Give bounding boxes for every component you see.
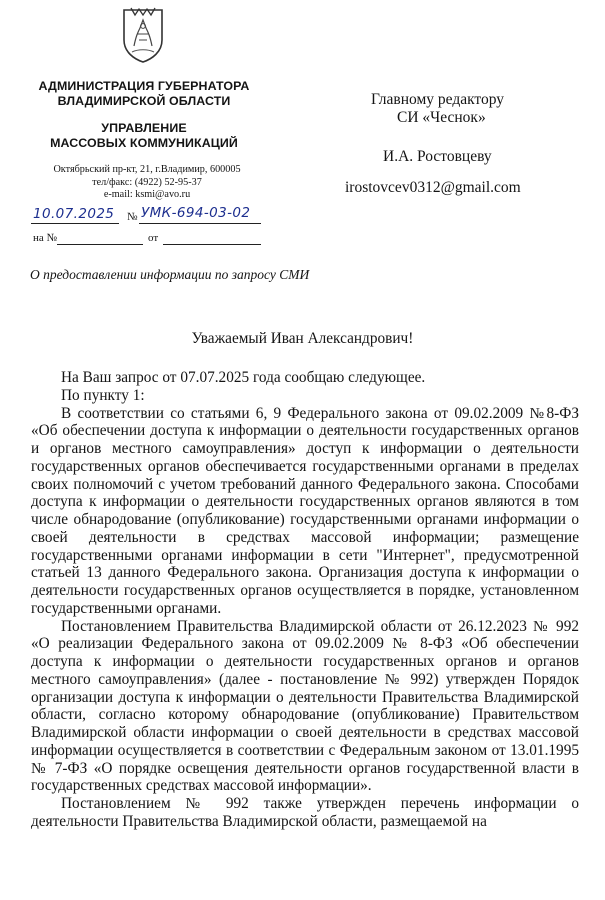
body-paragraph-1: На Ваш запрос от 07.07.2025 года сообщаю следующее. bbox=[61, 369, 426, 386]
body-paragraph-3: В соответствии со статьями 6, 9 Федерального закона от 09.02.2009 №8-ФЗ «Об обеспечении доступа к информации о деятельности государственных органов и органов местного самоуправления» доступ к информации о деятельности государственных органов обеспечивается государственными органами в пределах своих полномочий с учетом требований данного Федерального закона. Способами доступа к информации о деятельности государственных органов являются в том числе обнародование (опубликование) государственными органами информации о своей деятельности в средствах массовой информации; размещение государственными органами информации в сети "Интернет", предусмотренной статьей 13 данного Федерального закона. Организация доступа к информации о деятельности государственных органов осуществляется в порядке, установленном государственными органами. bbox=[31, 404, 579, 617]
letter-body bbox=[31, 369, 579, 831]
recipient-email: irostovcev0312@gmail.com bbox=[345, 179, 521, 196]
coat-of-arms-icon bbox=[120, 6, 166, 64]
letter-subject: О предоставлении информации по запросу СМИ bbox=[30, 267, 310, 282]
sender-dept-line1: УПРАВЛЕНИЕ bbox=[101, 121, 187, 135]
sender-contacts bbox=[40, 164, 254, 202]
sender-admin-line1: АДМИНИСТРАЦИЯ ГУБЕРНАТОРА bbox=[38, 79, 250, 93]
sender-address: Октябрьский пр-кт, 21, г.Владимир, 600005 bbox=[53, 164, 241, 175]
reply-reference-row bbox=[31, 232, 271, 252]
recipient-title-line2: СИ «Чеснок» bbox=[397, 109, 486, 126]
registration-number: УМК-694-03-02 bbox=[141, 205, 251, 221]
body-paragraph-4: Постановлением Правительства Владимирской области от 26.12.2023 № 992 «О реализации Федерального закона от 09.02.2009 № 8-ФЗ «Об обеспечении доступа к информации о деятельности государственных органов и органов местного самоуправления» (далее - постановление № 992) утвержден Порядок организации доступа к информации о деятельности Правительства Владимирской области, согласно которому обнародование (опубликование) Правительством Владимирской области информации о своей деятельности в средствах массовой информации осуществляется в соответствии с Федеральным законом от 13.01.1995 № 7-ФЗ «О порядке освещения деятельности органов государственной власти в государственных средствах массовой информации». bbox=[31, 617, 579, 795]
sender-dept-line2: МАССОВЫХ КОММУНИКАЦИЙ bbox=[50, 136, 238, 150]
sender-email: e-mail: ksmi@avo.ru bbox=[103, 189, 191, 201]
body-paragraph-2: По пункту 1: bbox=[61, 386, 145, 404]
reply-to-label: на № bbox=[33, 232, 58, 244]
registration-number-label: № bbox=[127, 211, 138, 223]
salutation: Уважаемый Иван Александрович! bbox=[191, 330, 414, 347]
recipient-name: И.А. Ростовцеву bbox=[383, 148, 492, 165]
sender-admin-line2: ВЛАДИМИРСКОЙ ОБЛАСТИ bbox=[57, 94, 231, 108]
body-paragraph-5: Постановлением № 992 также утвержден перечень информации о деятельности Правительства Владимирской области, размещаемой на bbox=[31, 795, 579, 830]
sender-phone: тел/факс: (4922) 52-95-37 bbox=[92, 176, 202, 188]
sender-department-name bbox=[20, 121, 268, 151]
registration-row bbox=[31, 206, 271, 226]
sender-admin-name bbox=[20, 79, 268, 109]
reply-from-label: от bbox=[148, 232, 159, 244]
recipient-title-line1: Главному редактору bbox=[371, 91, 505, 108]
registration-date: 10.07.2025 bbox=[33, 206, 115, 222]
